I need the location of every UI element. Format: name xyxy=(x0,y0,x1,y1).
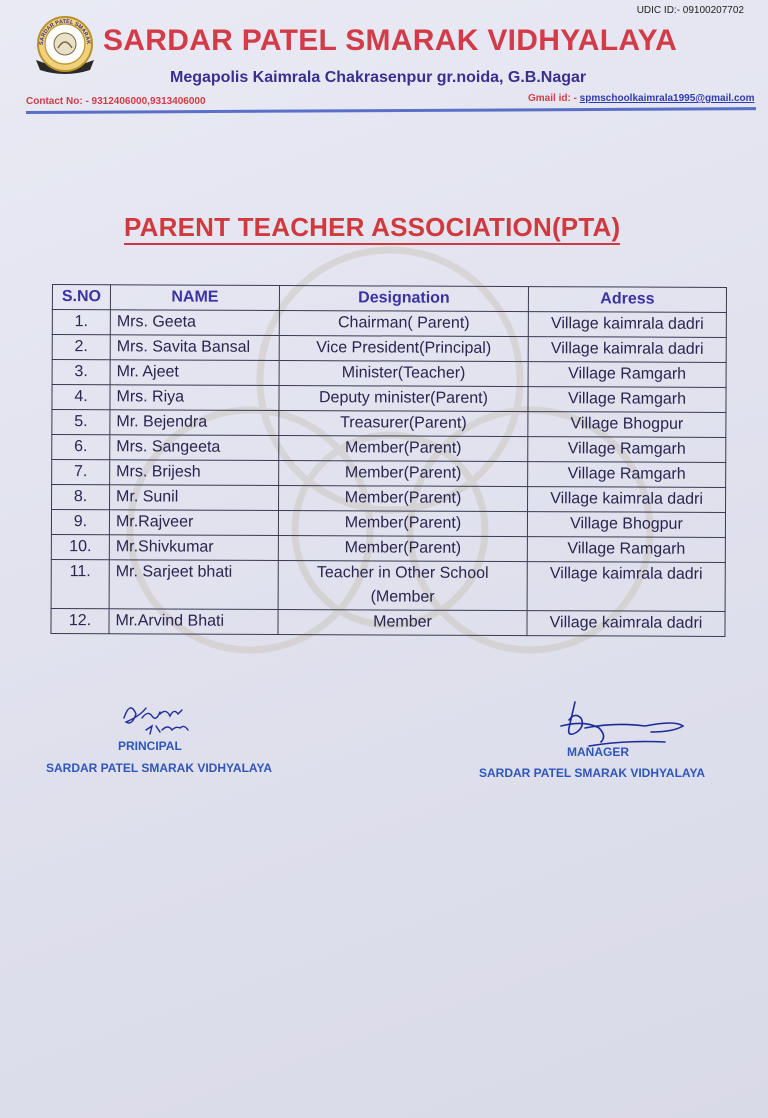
gmail-link[interactable]: spmschoolkaimrala1995@gmail.com xyxy=(579,93,755,104)
gmail-label: Gmail id: - xyxy=(528,93,580,104)
table-row xyxy=(52,360,726,388)
row-sno: 12. xyxy=(51,608,109,633)
row-address: Village kaimrala dadri xyxy=(528,337,726,363)
row-address: Village kaimrala dadri xyxy=(528,312,726,338)
row-designation: Member(Parent) xyxy=(278,510,527,536)
row-sno: 9. xyxy=(51,510,109,535)
row-sno: 1. xyxy=(52,310,110,335)
row-designation: Minister(Teacher) xyxy=(279,360,528,386)
table-row xyxy=(52,460,726,488)
row-sno: 5. xyxy=(52,410,110,435)
row-name: Mrs. Sangeeta xyxy=(110,435,279,461)
row-designation: Member(Parent) xyxy=(279,485,528,511)
row-address: Village Ramgarh xyxy=(528,437,726,463)
row-address: Village Bhogpur xyxy=(527,512,725,538)
principal-title: PRINCIPAL xyxy=(118,739,182,753)
row-designation: Treasurer(Parent) xyxy=(279,410,528,436)
table-row xyxy=(52,385,726,413)
table-row xyxy=(51,559,725,611)
row-name: Mrs. Geeta xyxy=(110,310,279,336)
pta-table xyxy=(50,284,727,637)
document-title: PARENT TEACHER ASSOCIATION(PTA) xyxy=(124,212,620,245)
contact-label: Contact No: - xyxy=(26,96,92,107)
row-address: Village Bhogpur xyxy=(528,412,726,438)
row-address: Village kaimrala dadri xyxy=(527,611,725,637)
table-header-row xyxy=(52,285,726,313)
row-name: Mr. Sarjeet bhati xyxy=(109,560,278,610)
row-name: Mrs. Savita Bansal xyxy=(110,335,279,361)
row-address: Village Ramgarh xyxy=(528,387,726,413)
row-sno: 4. xyxy=(52,385,110,410)
row-address: Village kaimrala dadri xyxy=(527,562,725,612)
row-address: Village Ramgarh xyxy=(528,462,726,488)
row-designation: Member(Parent) xyxy=(279,435,528,461)
table-row xyxy=(52,310,726,338)
manager-title: MANAGER xyxy=(567,745,629,759)
row-name: Mr. Bejendra xyxy=(110,410,279,436)
table-row xyxy=(52,435,726,463)
row-sno: 11. xyxy=(51,559,109,608)
school-logo xyxy=(30,12,100,78)
udic-id: UDIC ID:- 09100207702 xyxy=(636,5,744,16)
table-row xyxy=(51,608,725,636)
principal-school: SARDAR PATEL SMARAK VIDHYALAYA xyxy=(46,761,273,775)
row-address: Village Ramgarh xyxy=(527,537,725,563)
row-sno: 10. xyxy=(51,534,109,559)
row-designation: Member(Parent) xyxy=(278,535,527,561)
row-sno: 8. xyxy=(52,485,110,510)
row-name: Mr.Shivkumar xyxy=(109,535,278,561)
school-address: Megapolis Kaimrala Chakrasenpur gr.noida, G.B.Nagar xyxy=(170,69,587,86)
row-name: Mr.Rajveer xyxy=(109,510,278,536)
row-name: Mrs. Brijesh xyxy=(110,460,279,486)
row-sno: 3. xyxy=(52,360,110,385)
contact-line xyxy=(26,96,206,107)
row-address: Village kaimrala dadri xyxy=(528,487,726,513)
row-sno: 6. xyxy=(52,435,110,460)
column-header-name: NAME xyxy=(110,285,279,311)
school-name: SARDAR PATEL SMARAK VIDHYALAYA xyxy=(103,24,678,57)
contact-numbers: 9312406000,9313406000 xyxy=(91,96,206,107)
row-sno: 7. xyxy=(52,460,110,485)
row-name: Mrs. Riya xyxy=(110,385,279,411)
column-header-address: Adress xyxy=(528,287,726,313)
row-address: Village Ramgarh xyxy=(528,362,726,388)
row-designation: Deputy minister(Parent) xyxy=(279,385,528,411)
row-name: Mr. Sunil xyxy=(110,485,279,511)
table-row xyxy=(51,534,725,562)
row-designation: Teacher in Other School (Member xyxy=(278,560,527,610)
gmail-line xyxy=(528,93,755,104)
manager-school: SARDAR PATEL SMARAK VIDHYALAYA xyxy=(479,766,706,780)
row-name: Mr.Arvind Bhati xyxy=(109,609,278,635)
table-row xyxy=(51,510,725,538)
row-name: Mr. Ajeet xyxy=(110,360,279,386)
row-designation: Member(Parent) xyxy=(279,460,528,486)
principal-signature xyxy=(116,696,196,742)
row-designation: Member xyxy=(278,609,527,635)
column-header-sno: S.NO xyxy=(52,285,110,310)
logo-lettering: SARDAR PATEL SMARAK xyxy=(38,18,92,46)
column-header-designation: Designation xyxy=(279,285,528,311)
table-row xyxy=(52,335,726,363)
row-sno: 2. xyxy=(52,335,110,360)
table-row xyxy=(52,410,726,438)
row-designation: Vice President(Principal) xyxy=(279,335,528,361)
table-row xyxy=(52,485,726,513)
row-designation: Chairman( Parent) xyxy=(279,310,528,336)
header-divider xyxy=(26,107,756,114)
